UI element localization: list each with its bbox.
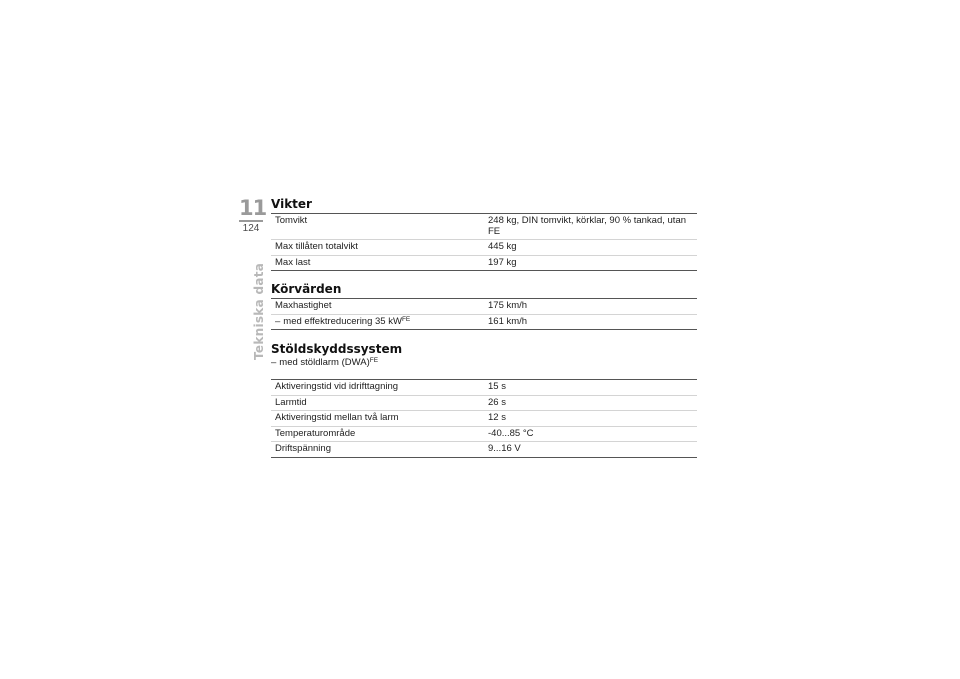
section-heading-vikter: Vikter <box>271 197 312 211</box>
row-label: Aktiveringstid vid idrifttagning <box>275 381 399 392</box>
table-row <box>271 380 697 396</box>
section-heading-korvarden: Körvärden <box>271 282 342 296</box>
spec-table-korvarden <box>271 298 697 330</box>
row-label: Max tillåten totalvikt <box>275 241 358 252</box>
row-value: 26 s <box>488 396 506 408</box>
row-value: 248 kg, DIN tomvikt, körklar, 90 % tankad, utan FE <box>488 215 687 237</box>
row-label: med effektreducering 35 kW <box>283 315 402 327</box>
table-row <box>271 426 697 442</box>
note-text: med stöldlarm (DWA) <box>279 357 370 368</box>
row-label: Tomvikt <box>275 215 308 226</box>
row-value: 175 km/h <box>488 300 528 311</box>
row-label: Temperaturområde <box>275 427 356 439</box>
table-row <box>271 299 697 315</box>
footnote-marker: FE <box>401 315 411 323</box>
table-row <box>271 442 697 458</box>
row-label: Driftspänning <box>275 443 331 454</box>
spec-table-vikter <box>271 213 697 271</box>
row-label: Maxhastighet <box>275 300 332 311</box>
row-value: 161 km/h <box>488 315 528 327</box>
footnote-marker: FE <box>369 357 379 364</box>
table-row <box>271 255 697 271</box>
row-value: -40...85 °C <box>488 427 534 439</box>
chapter-divider <box>239 220 263 222</box>
table-row <box>271 214 697 240</box>
row-value: 12 s <box>488 412 506 423</box>
dash-marker: – <box>275 315 281 327</box>
option-note <box>271 357 697 369</box>
chapter-tab <box>239 196 267 235</box>
table-row <box>271 395 697 411</box>
table-row <box>271 314 697 330</box>
row-label-group <box>271 314 481 330</box>
chapter-number: 11 <box>239 196 267 220</box>
page-content <box>271 196 697 458</box>
row-value: 197 kg <box>488 256 517 268</box>
row-label: Aktiveringstid mellan två larm <box>275 412 399 423</box>
section-heading-stoldskydd: Stöldskyddssystem <box>271 342 403 356</box>
chapter-title: Tekniska data <box>252 262 266 360</box>
row-value: 9...16 V <box>488 443 521 454</box>
row-label: Larmtid <box>275 396 307 408</box>
table-row <box>271 411 697 427</box>
table-row <box>271 240 697 256</box>
row-value: 445 kg <box>488 241 517 252</box>
row-value: 15 s <box>488 381 506 392</box>
dash-marker: – <box>271 357 277 368</box>
page-number: 124 <box>242 223 260 234</box>
row-label: Max last <box>275 256 311 268</box>
spec-table-stoldskydd <box>271 379 697 458</box>
